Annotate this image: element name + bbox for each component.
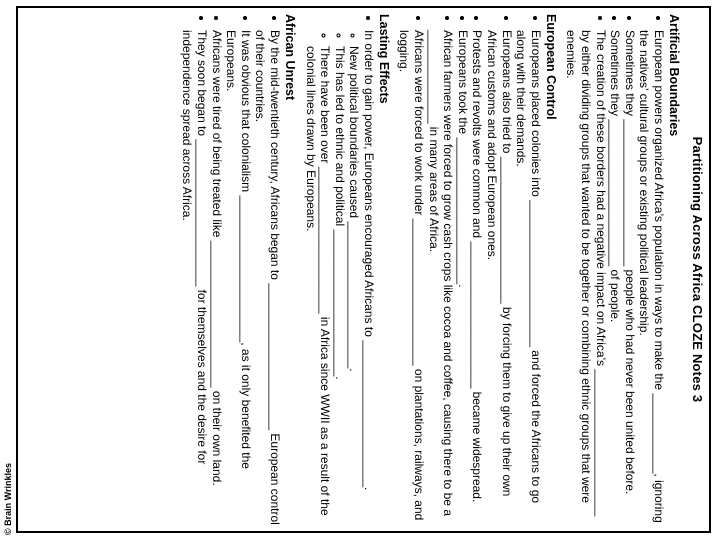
list-item-text: In order to gain power, Europeans encouraged Africans to ______________________.: [361, 30, 376, 491]
list-item: • Europeans also tried to ______________________ by forcing them to give up their own African customs and adopt European ones.: [484, 30, 513, 525]
notes-sheet: [18, 8, 709, 531]
list-item: [303, 30, 376, 525]
list-item: • The creation of these borders had a negative impact on Africa’s ______________________ by either dividing groups that wanted to be together or combining ethnic groups that were enemies.: [564, 30, 608, 525]
section-african-unrest: [180, 14, 297, 525]
bullet-list: [397, 14, 543, 525]
list-item: • Africans were tired of being treated like ______________________ on their own land.: [209, 30, 224, 525]
page-title: Partitioning Across Africa CLOZE Notes 3: [690, 136, 705, 403]
list-item: • Protests and revolts were common and ______________________ became widespread.: [470, 30, 485, 525]
sub-list-item: ◦ New political boundaries caused ______________________.: [347, 46, 362, 525]
list-item: • Africans were forced to work under ______________________ on plantations, railways, and logging.: [397, 30, 426, 525]
list-item: • It was obvious that colonialism ______________________, as it only benefited the Europeans.: [224, 30, 253, 525]
section-heading: Lasting Effects: [376, 14, 391, 104]
bullet-list: [180, 14, 282, 525]
notes-content: [174, 14, 681, 525]
section-heading: Artificial Boundaries: [667, 14, 681, 137]
list-item: • Sometimes they ______________________ people who had never been united before.: [622, 30, 637, 525]
copyright-notice: © Brain Wrinkles: [3, 463, 13, 535]
list-item: • Sometimes they ______________________ of people.: [608, 30, 623, 525]
section-heading: African Unrest: [282, 14, 297, 101]
list-item: • By the mid-twentieth century, Africans began to ______________________ European control of their countries.: [253, 30, 282, 525]
notes-frame: [16, 6, 711, 533]
list-item: • African farmers were forced to grow cash crops like cocoa and coffee, causing there to be a ______________ in many areas of Africa.: [426, 30, 455, 525]
sub-list-item: ◦ This has led to ethnic and political ______________________.: [332, 46, 347, 525]
section-artificial-boundaries: [564, 14, 681, 525]
sub-bullet-list: [303, 30, 361, 525]
list-item: • Europeans took the ______________________.: [455, 30, 470, 525]
bullet-list: [303, 14, 376, 525]
list-item: • Europeans placed colonies into ______________________ and forced the Africans to go along with their demands.: [514, 30, 543, 525]
list-item: • European powers organized Africa’s population in ways to make the ____________, ignoring the natives’ cultural groups or existing political leadership.: [637, 30, 666, 525]
section-lasting-effects: [303, 14, 391, 525]
section-heading: European Control: [543, 14, 558, 120]
list-item: • They soon began to ______________________ for themselves and the desire for independence spread across Africa.: [180, 30, 209, 525]
bullet-list: [564, 14, 666, 525]
sub-list-item: ◦ There have been over ______________________ in Africa since WWII as a result of the colonial lines drawn by Europeans.: [303, 46, 332, 525]
section-european-control: [397, 14, 558, 525]
